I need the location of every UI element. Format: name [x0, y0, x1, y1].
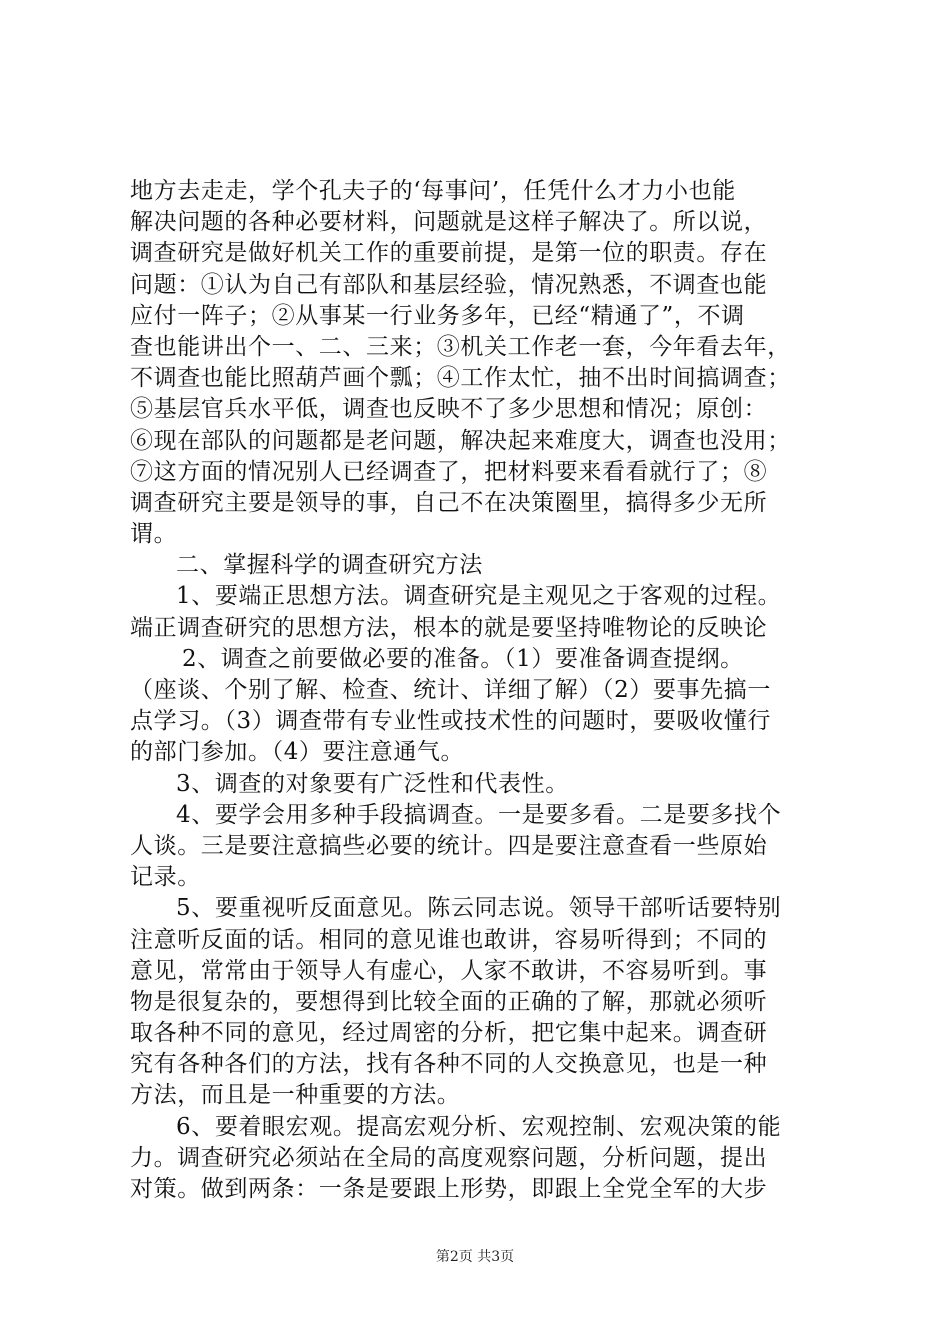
text-line: 究有各种各们的方法，找有各种不同的人交换意见，也是一种 [130, 1051, 768, 1078]
text-line: 调查研究是做好机关工作的重要前提，是第一位的职责。存在 [130, 240, 768, 267]
text-line: 2、调查之前要做必要的准备。（1）要准备调查提纲。 [182, 645, 744, 672]
text-line: 5、要重视听反面意见。陈云同志说。领导干部听话要特别 [176, 895, 782, 922]
page-footer: 第2页 共3页 [435, 1249, 515, 1265]
text-line: 取各种不同的意见，经过周密的分析，把它集中起来。调查研 [130, 1020, 768, 1047]
text-line: 问题：①认为自己有部队和基层经验，情况熟悉，不调查也能 [130, 271, 768, 298]
text-line: 方法，而且是一种重要的方法。 [130, 1082, 461, 1109]
text-line: 谓。 [130, 521, 178, 548]
text-line: 对策。做到两条：一条是要跟上形势，即跟上全党全军的大步 [130, 1176, 768, 1202]
text-line: 力。调查研究必须站在全局的高度观察问题，分析问题，提出 [130, 1144, 768, 1171]
text-line: 解决问题的各种必要材料，问题就是这样子解决了。所以说， [130, 209, 768, 236]
text-line: 意见，常常由于领导人有虚心，人家不敢讲，不容易听到。事 [130, 957, 768, 984]
text-line: 记录。 [130, 864, 201, 891]
document-body [130, 176, 830, 1205]
text-line: ⑤基层官兵水平低，调查也反映不了多少思想和情况；原创： [130, 396, 768, 423]
text-line: 查也能讲出个一、二、三来；③机关工作老一套，今年看去年， [130, 333, 791, 360]
section-heading: 二、掌握科学的调查研究方法 [176, 552, 483, 579]
text-line: 人谈。三是要注意搞些必要的统计。四是要注意查看一些原始 [130, 832, 768, 859]
text-line: 地方去走走，学个孔夫子的‘每事问’，任凭什么才力小也能 [130, 178, 736, 204]
text-line: 端正调查研究的思想方法，根本的就是要坚持唯物论的反映论 [130, 614, 768, 641]
text-line: 6、要着眼宏观。提高宏观分析、宏观控制、宏观决策的能 [176, 1113, 782, 1140]
text-line: 1、要端正思想方法。调查研究是主观见之于客观的过程。 [176, 583, 782, 610]
text-line: 点学习。（3）调查带有专业性或技术性的问题时，要吸收懂行 [130, 708, 771, 735]
text-line: ⑥现在部队的问题都是老问题，解决起来难度大，调查也没用； [130, 427, 791, 454]
text-line: 不调查也能比照葫芦画个瓢；④工作太忙，抽不出时间搞调查； [130, 365, 791, 392]
text-line: 应付一阵子；②从事某一行业务多年，已经“精通了”，不调 [130, 302, 745, 329]
text-line: 的部门参加。（4）要注意通气。 [130, 739, 465, 766]
text-line: ⑦这方面的情况别人已经调查了，把材料要来看看就行了；⑧ [130, 458, 768, 485]
text-line: 物是很复杂的，要想得到比较全面的正确的了解，那就必须听 [130, 988, 768, 1015]
text-line: 调查研究主要是领导的事，自己不在决策圈里，搞得多少无所 [130, 489, 768, 516]
text-line: 3、调查的对象要有广泛性和代表性。 [176, 770, 569, 797]
text-line: 4、要学会用多种手段搞调查。一是要多看。二是要多找个 [176, 801, 782, 828]
text-line: （座谈、个别了解、检查、统计、详细了解）（2）要事先搞一 [130, 677, 771, 703]
text-line: 注意听反面的话。相同的意见谁也敢讲，容易听得到；不同的 [130, 926, 768, 953]
